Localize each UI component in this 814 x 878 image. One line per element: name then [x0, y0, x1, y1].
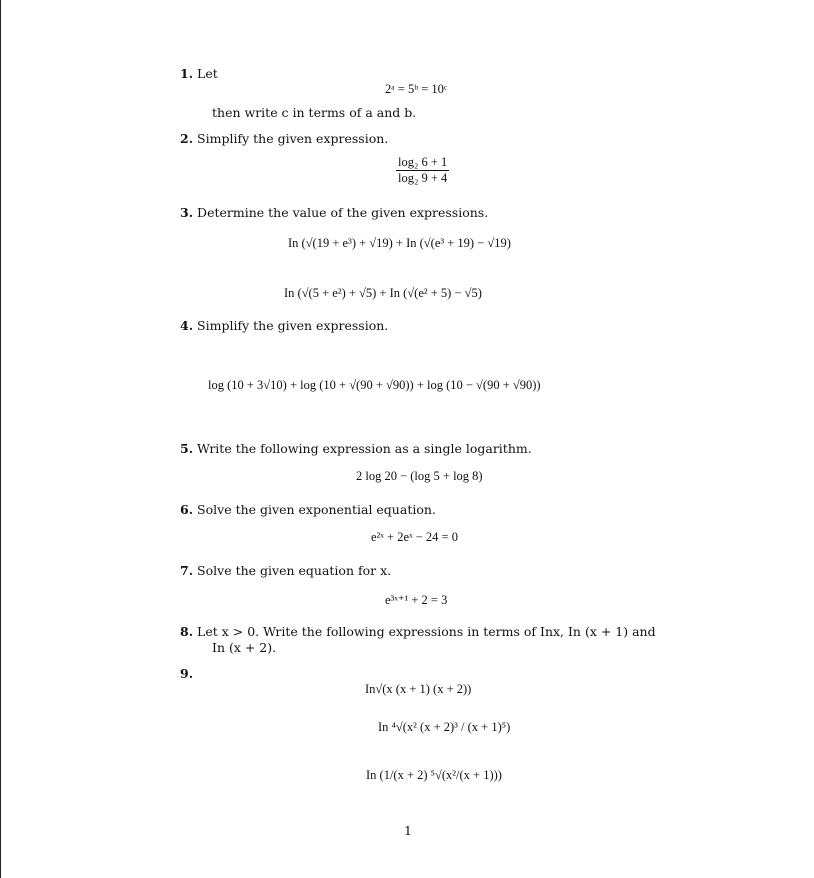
numerator: log₂ 6 + 1 [398, 155, 448, 169]
problem-2 [180, 131, 388, 147]
expression-5 [356, 469, 483, 484]
problem-7 [180, 563, 391, 579]
problem-3 [180, 205, 488, 221]
problem-8-continuation [212, 640, 276, 656]
problem-text: Determine the value of the given expressions. [197, 205, 489, 220]
denominator: log₂ 9 + 4 [398, 171, 448, 185]
math-expression: log (10 + 3√10) + log (10 + √(90 + √90)) + log (10 − √(90 + √90)) [208, 378, 541, 392]
math-expression: e²ˣ + 2eˣ − 24 = 0 [371, 530, 458, 544]
problem-text: Solve the given exponential equation. [197, 502, 436, 517]
math-expression: In (√(5 + e²) + √5) + In (√(e² + 5) − √5) [284, 286, 482, 300]
problem-1-followup [212, 105, 416, 121]
problem-1 [180, 66, 218, 82]
page-left-border [0, 0, 1, 878]
problem-number: 7. [180, 563, 194, 578]
math-expression: 2ᵃ = 5ᵇ = 10ᶜ [385, 82, 448, 96]
problem-number: 2. [180, 131, 194, 146]
problem-8 [180, 624, 656, 640]
expression-4 [208, 378, 541, 393]
expression-9a [365, 682, 471, 697]
expression-7 [385, 592, 447, 608]
problem-text: Let x > 0. Write the following expressions in terms of Inx, In (x + 1) and [197, 624, 656, 639]
problem-number: 1. [180, 66, 194, 81]
problem-number: 8. [180, 624, 194, 639]
math-expression: In√(x (x + 1) (x + 2)) [365, 682, 472, 696]
followup-text: then write c in terms of a and b. [212, 105, 417, 120]
problem-text: Solve the given equation for x. [197, 563, 392, 578]
problem-6 [180, 502, 436, 518]
fraction-expression [396, 155, 449, 186]
expression-9c [366, 768, 502, 783]
problem-text: Simplify the given expression. [197, 318, 389, 333]
math-expression: In (√(19 + e³) + √19) + In (√(e³ + 19) − √19) [288, 236, 511, 250]
math-expression: In (1/(x + 2) ⁵√(x²/(x + 1))) [366, 768, 502, 782]
equation-exponents [385, 82, 447, 97]
problem-number: 5. [180, 441, 194, 456]
problem-number: 9. [180, 666, 194, 681]
math-expression: In ⁴√(x² (x + 2)³ / (x + 1)⁵) [378, 720, 511, 734]
math-expression: 2 log 20 − (log 5 + log 8) [356, 469, 483, 483]
problem-number: 3. [180, 205, 194, 220]
problem-4 [180, 318, 388, 334]
math-expression: e³ˣ⁺¹ + 2 = 3 [385, 593, 448, 607]
problem-5 [180, 441, 532, 457]
problem-number: 4. [180, 318, 194, 333]
expression-9b [378, 720, 510, 735]
page-number [404, 823, 412, 839]
page-number-text: 1 [404, 823, 412, 838]
expression-6 [371, 530, 458, 545]
expression-3a [288, 236, 511, 251]
problem-text: Write the following expression as a single logarithm. [197, 441, 532, 456]
problem-text: Let [197, 66, 218, 81]
problem-number: 6. [180, 502, 194, 517]
problem-9 [180, 666, 193, 682]
problem-text: In (x + 2). [212, 640, 277, 655]
problem-text: Simplify the given expression. [197, 131, 389, 146]
expression-3b [284, 286, 482, 301]
